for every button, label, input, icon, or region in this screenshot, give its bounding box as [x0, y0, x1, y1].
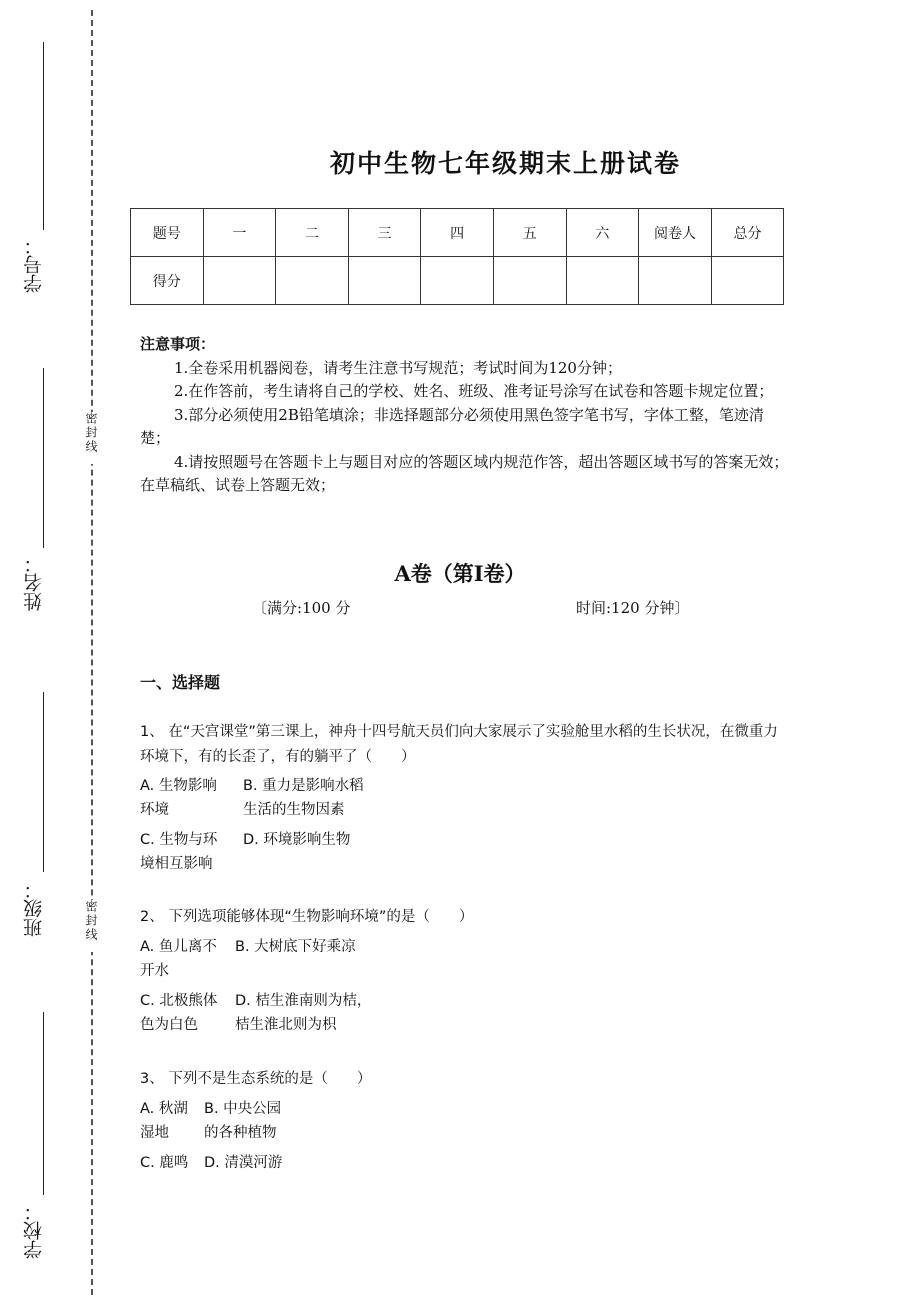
- header-cell: 阅卷人: [639, 209, 712, 257]
- question-stem: 1、 在“天宫课堂”第三课上，神舟十四号航天员们向大家展示了实验舱里水稻的生长状况，在微重力环境下，有的长歪了，有的躺平了（ ）: [140, 724, 778, 765]
- header-cell: 二: [276, 209, 349, 257]
- option-text: B. 重力是影响水稻: [243, 778, 364, 794]
- option-b[interactable]: [204, 1097, 281, 1145]
- option-a[interactable]: [140, 1097, 188, 1145]
- option-text: 环境: [140, 802, 169, 818]
- notes-heading: 注意事项：: [140, 335, 216, 353]
- option-text: B. 中央公园: [204, 1101, 282, 1117]
- option-text: 生活的生物因素: [243, 802, 345, 818]
- score-cell[interactable]: [711, 257, 784, 305]
- student-id-label: 学号：: [23, 236, 45, 294]
- option-text: A. 鱼儿离不: [140, 939, 217, 955]
- header-cell: 一: [203, 209, 276, 257]
- note-item: 1.全卷采用机器阅卷，请考生注意书写规范；考试时间为120分钟；: [174, 358, 622, 377]
- header-cell: 三: [348, 209, 421, 257]
- exam-time: 时间:120 分钟〕: [576, 599, 690, 617]
- question-stem: 2、 下列选项能够体现“生物影响环境”的是（ ）: [140, 909, 474, 925]
- option-d[interactable]: [235, 989, 371, 1037]
- option-text: 湿地: [140, 1125, 169, 1141]
- option-text: D. 清漠河游: [204, 1155, 283, 1171]
- full-score: 〔满分:100 分: [252, 599, 351, 617]
- student-id-underline: [43, 42, 44, 230]
- option-d[interactable]: [204, 1151, 282, 1175]
- note-item: 3.部分必须使用2B铅笔填涂；非选择题部分必须使用黑色签字笔书写，字体工整，笔迹清楚；: [140, 405, 764, 447]
- option-b[interactable]: [243, 774, 364, 822]
- option-text: C. 北极熊体: [140, 993, 218, 1009]
- score-cell[interactable]: [348, 257, 421, 305]
- score-cell[interactable]: [203, 257, 276, 305]
- option-text: 开水: [140, 963, 169, 979]
- score-cell[interactable]: [493, 257, 566, 305]
- option-c[interactable]: [140, 828, 217, 876]
- option-text: C. 鹿鸣: [140, 1155, 189, 1171]
- question-stem: 3、 下列不是生态系统的是（ ）: [140, 1071, 372, 1087]
- section-title: 一、选择题: [140, 673, 221, 692]
- exam-title: 初中生物七年级期末上册试卷: [330, 149, 682, 178]
- header-cell: 总分: [711, 209, 784, 257]
- option-text: D. 环境影响生物: [243, 832, 351, 848]
- score-table-header-row: [131, 209, 784, 257]
- score-table-score-row: [131, 257, 784, 305]
- seal-mark-lower: 密封线: [80, 900, 102, 952]
- option-text: B. 大树底下好乘凉: [235, 939, 356, 955]
- option-c[interactable]: [140, 989, 217, 1037]
- class-underline: [43, 692, 44, 872]
- seal-dashed-line: [91, 10, 93, 1295]
- header-cell: 五: [493, 209, 566, 257]
- exam-notes: [140, 333, 790, 498]
- option-text: 的各种植物: [204, 1125, 277, 1141]
- class-label: 班级：: [23, 880, 45, 938]
- option-a[interactable]: [140, 774, 217, 822]
- option-text: 境相互影响: [140, 856, 213, 872]
- score-table: [130, 208, 784, 305]
- option-c[interactable]: [140, 1151, 188, 1175]
- section-a-title: A卷（第I卷）: [394, 561, 526, 586]
- option-d[interactable]: [243, 828, 350, 852]
- option-b[interactable]: [235, 935, 356, 959]
- school-underline: [43, 1012, 44, 1195]
- option-text: A. 生物影响: [140, 778, 217, 794]
- score-cell[interactable]: [639, 257, 712, 305]
- header-cell: 题号: [131, 209, 204, 257]
- option-text: C. 生物与环: [140, 832, 218, 848]
- score-cell[interactable]: [276, 257, 349, 305]
- name-underline: [43, 368, 44, 548]
- score-row-label: 得分: [131, 257, 204, 305]
- note-item: 4.请按照题号在答题卡上与题目对应的答题区域内规范作答，超出答题区域书写的答案无效；在草稿纸、试卷上答题无效；: [140, 452, 789, 494]
- score-cell[interactable]: [421, 257, 494, 305]
- seal-mark-upper: 密封线: [80, 412, 102, 464]
- note-item: 2.在作答前，考生请将自己的学校、姓名、班级、准考证号涂写在试卷和答题卡规定位置；: [174, 382, 774, 400]
- name-label: 姓名：: [23, 554, 45, 612]
- header-cell: 四: [421, 209, 494, 257]
- header-cell: 六: [566, 209, 639, 257]
- option-text: D. 桔生淮南则为桔，: [235, 993, 372, 1009]
- option-text: A. 秋湖: [140, 1101, 188, 1117]
- option-a[interactable]: [140, 935, 217, 983]
- option-text: 色为白色: [140, 1017, 198, 1033]
- score-cell[interactable]: [566, 257, 639, 305]
- option-text: 桔生淮北则为枳: [235, 1017, 337, 1033]
- school-label: 学校：: [23, 1202, 45, 1260]
